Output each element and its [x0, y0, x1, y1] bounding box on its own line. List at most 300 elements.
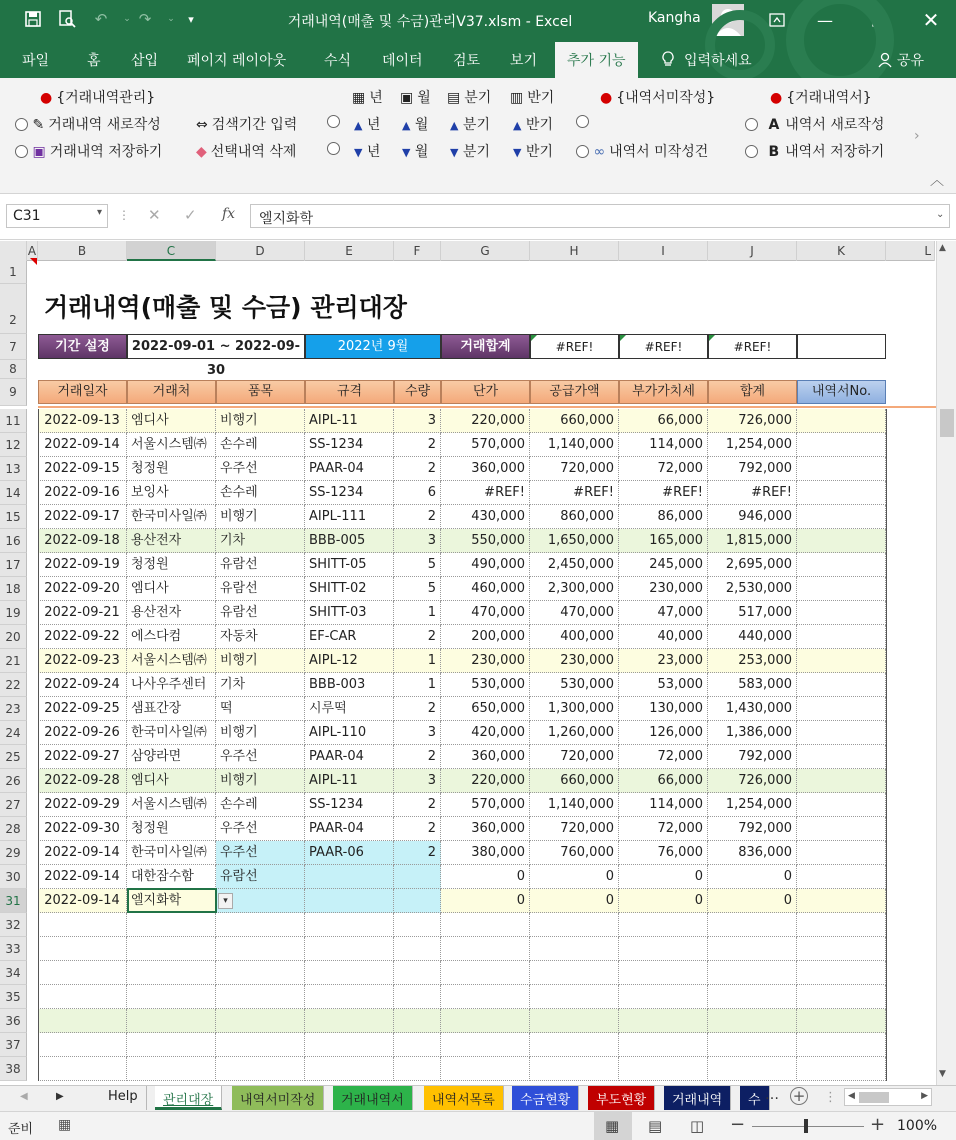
cell-qty[interactable]: 2	[394, 697, 441, 721]
cell-qty[interactable]: 3	[394, 769, 441, 793]
cell-date[interactable]: 2022-09-18	[38, 529, 127, 553]
cell-spec[interactable]: BBB-003	[305, 673, 394, 697]
column-header-g[interactable]: G	[441, 241, 530, 261]
cell-empty[interactable]	[305, 1033, 394, 1057]
cell-client[interactable]: 청정원	[127, 553, 216, 577]
cell-date[interactable]: 2022-09-16	[38, 481, 127, 505]
cell-spec[interactable]: PAAR-04	[305, 817, 394, 841]
cell-empty[interactable]	[38, 1009, 127, 1033]
row-header[interactable]: 32	[0, 913, 27, 937]
name-box[interactable]: C31 ▾	[6, 204, 108, 228]
page-break-icon[interactable]: ◫	[690, 1117, 705, 1135]
normal-view-button[interactable]	[594, 1112, 632, 1140]
cell-client[interactable]: 한국미사일㈜	[127, 841, 216, 865]
cell-price[interactable]: 570,000	[441, 793, 530, 817]
cell-supply[interactable]: 720,000	[530, 745, 619, 769]
cell-total[interactable]: 2,530,000	[708, 577, 797, 601]
add-sheet-icon[interactable]: +	[790, 1087, 808, 1105]
cell-qty[interactable]	[394, 865, 441, 889]
cell-empty[interactable]	[216, 913, 305, 937]
cell-item[interactable]: 기차	[216, 673, 305, 697]
scroll-tabs-right-icon[interactable]: ▶	[56, 1091, 64, 1102]
customize-toolbar-icon[interactable]: ▾	[188, 12, 194, 26]
cell-empty[interactable]	[797, 1057, 886, 1081]
cell-spec[interactable]: SS-1234	[305, 481, 394, 505]
sheet-tab[interactable]: 내역서미작성	[232, 1086, 324, 1110]
sheet-tab[interactable]: 수금현황	[512, 1086, 579, 1110]
sheet-tab[interactable]: Help	[100, 1086, 147, 1110]
cell-empty[interactable]	[708, 961, 797, 985]
cell-vat[interactable]: 86,000	[619, 505, 708, 529]
cell-empty[interactable]	[530, 1033, 619, 1057]
cell-price[interactable]: 360,000	[441, 745, 530, 769]
sheet-tab[interactable]: 관리대장	[155, 1086, 222, 1110]
row-header[interactable]: 11	[0, 409, 27, 433]
cell-empty[interactable]	[216, 937, 305, 961]
cell-empty[interactable]	[441, 1009, 530, 1033]
cell-date[interactable]: 2022-09-20	[38, 577, 127, 601]
cell-empty[interactable]	[708, 1057, 797, 1081]
row-header[interactable]: 33	[0, 937, 27, 961]
cell-price[interactable]: #REF!	[441, 481, 530, 505]
cell-price[interactable]: 360,000	[441, 457, 530, 481]
sheet-tab[interactable]: 거래내역	[664, 1086, 731, 1110]
cell-empty[interactable]	[38, 1057, 127, 1081]
cell-empty[interactable]	[619, 985, 708, 1009]
cell-total[interactable]: 517,000	[708, 601, 797, 625]
cell-statement-no[interactable]	[797, 433, 886, 457]
cell-empty[interactable]	[619, 937, 708, 961]
cell-vat[interactable]: 47,000	[619, 601, 708, 625]
cell-empty[interactable]	[530, 937, 619, 961]
cell-empty[interactable]	[127, 961, 216, 985]
cell-statement-no[interactable]	[797, 601, 886, 625]
cell-statement-no[interactable]	[797, 553, 886, 577]
cell-vat[interactable]: 0	[619, 889, 708, 913]
cell-empty[interactable]	[216, 1033, 305, 1057]
row-header[interactable]: 36	[0, 1009, 27, 1033]
row-header[interactable]: 23	[0, 697, 27, 721]
cell-supply[interactable]: 530,000	[530, 673, 619, 697]
cell-statement-no[interactable]	[797, 697, 886, 721]
sheet-tab[interactable]: 거래내역서	[333, 1086, 413, 1110]
cell-empty[interactable]	[441, 985, 530, 1009]
cell-vat[interactable]: 0	[619, 865, 708, 889]
cell-date[interactable]: 2022-09-24	[38, 673, 127, 697]
cell-empty[interactable]	[38, 961, 127, 985]
cell-total[interactable]: 1,254,000	[708, 433, 797, 457]
cell-date[interactable]: 2022-09-14	[38, 865, 127, 889]
cell-statement-no[interactable]	[797, 625, 886, 649]
cell-spec[interactable]: AIPL-12	[305, 649, 394, 673]
cell-price[interactable]: 460,000	[441, 577, 530, 601]
row-header[interactable]: 35	[0, 985, 27, 1009]
cell-item[interactable]: 떡	[216, 697, 305, 721]
radio-option[interactable]	[576, 114, 589, 130]
cell-item[interactable]: 우주선	[216, 745, 305, 769]
redo-dropdown-icon[interactable]: ⌄	[167, 14, 175, 24]
cell-total[interactable]: 440,000	[708, 625, 797, 649]
cell-vat[interactable]: 53,000	[619, 673, 708, 697]
cell-empty[interactable]	[305, 1009, 394, 1033]
cell-empty[interactable]	[530, 913, 619, 937]
share-button[interactable]	[878, 50, 924, 70]
column-header-f[interactable]: F	[394, 241, 441, 261]
column-header-d[interactable]: D	[216, 241, 305, 261]
row-header[interactable]: 26	[0, 769, 27, 793]
cell-total[interactable]: 792,000	[708, 817, 797, 841]
empty-cell[interactable]	[797, 334, 886, 359]
cell-price[interactable]: 200,000	[441, 625, 530, 649]
cell-supply[interactable]: 1,140,000	[530, 793, 619, 817]
cancel-icon[interactable]: ✕	[148, 206, 161, 224]
cell-date[interactable]: 2022-09-30	[38, 817, 127, 841]
cell-statement-no[interactable]	[797, 409, 886, 433]
cell-price[interactable]: 220,000	[441, 409, 530, 433]
cell-client[interactable]: 서울시스템㈜	[127, 433, 216, 457]
cell-price[interactable]: 550,000	[441, 529, 530, 553]
scroll-down-icon[interactable]: ▼	[939, 1069, 946, 1079]
cell-spec[interactable]: SHITT-03	[305, 601, 394, 625]
cell-price[interactable]: 470,000	[441, 601, 530, 625]
cell-qty[interactable]: 2	[394, 433, 441, 457]
zoom-level[interactable]: 100%	[897, 1118, 938, 1134]
cell-client[interactable]: 삼양라면	[127, 745, 216, 769]
cell-spec[interactable]	[305, 889, 394, 913]
cell-date[interactable]: 2022-09-14	[38, 841, 127, 865]
cell-total[interactable]: 2,695,000	[708, 553, 797, 577]
column-header-k[interactable]: K	[797, 241, 886, 261]
row-header[interactable]: 13	[0, 457, 27, 481]
period-quarter-check[interactable]: ▤ 분기	[447, 90, 492, 106]
scroll-up-icon[interactable]: ▲	[939, 243, 946, 253]
half-up-button[interactable]: ▲ 반기	[513, 117, 553, 133]
cell-statement-no[interactable]	[797, 841, 886, 865]
search-period-button[interactable]: ⇔ 검색기간 입력	[196, 117, 298, 133]
zoom-slider[interactable]	[752, 1126, 864, 1127]
save-icon[interactable]	[22, 8, 44, 30]
cell-statement-no[interactable]	[797, 721, 886, 745]
more-sheets-icon[interactable]: …	[765, 1087, 779, 1103]
cell-qty[interactable]: 3	[394, 721, 441, 745]
cell-total[interactable]: 1,815,000	[708, 529, 797, 553]
cell-price[interactable]: 570,000	[441, 433, 530, 457]
cell-empty[interactable]	[708, 1009, 797, 1033]
cell-statement-no[interactable]	[797, 793, 886, 817]
cell-empty[interactable]	[441, 961, 530, 985]
cell-date[interactable]: 2022-09-25	[38, 697, 127, 721]
cell-qty[interactable]: 3	[394, 529, 441, 553]
cell-empty[interactable]	[394, 1009, 441, 1033]
row-header[interactable]: 27	[0, 793, 27, 817]
cell-empty[interactable]	[619, 1033, 708, 1057]
tab-data[interactable]: 데이터	[382, 53, 423, 69]
cell-item[interactable]: 비행기	[216, 721, 305, 745]
tell-me-search[interactable]	[662, 50, 752, 70]
row-header[interactable]: 30	[0, 865, 27, 889]
cell-item[interactable]: 손수레	[216, 793, 305, 817]
tab-page-layout[interactable]: 페이지 레이아웃	[187, 53, 287, 69]
cell-statement-no[interactable]	[797, 505, 886, 529]
cell-supply[interactable]: 0	[530, 889, 619, 913]
cell-total[interactable]: 583,000	[708, 673, 797, 697]
cell-client[interactable]: 한국미사일㈜	[127, 505, 216, 529]
cell-total[interactable]: 726,000	[708, 769, 797, 793]
cell-date[interactable]: 2022-09-29	[38, 793, 127, 817]
cell-date[interactable]: 2022-09-17	[38, 505, 127, 529]
tab-view[interactable]: 보기	[510, 53, 538, 69]
cell-price[interactable]: 0	[441, 889, 530, 913]
expand-formula-icon[interactable]: ⌄	[936, 209, 945, 220]
row-header[interactable]: 28	[0, 817, 27, 841]
cell-date[interactable]: 2022-09-23	[38, 649, 127, 673]
cell-total[interactable]: 1,386,000	[708, 721, 797, 745]
cell-statement-no[interactable]	[797, 745, 886, 769]
cell-client[interactable]: 용산전자	[127, 601, 216, 625]
row-header[interactable]: 8	[0, 360, 27, 379]
cell-qty[interactable]: 1	[394, 673, 441, 697]
cell-vat[interactable]: 72,000	[619, 457, 708, 481]
cell-supply[interactable]: 1,140,000	[530, 433, 619, 457]
cell-price[interactable]: 380,000	[441, 841, 530, 865]
cell-supply[interactable]: 860,000	[530, 505, 619, 529]
select-all-corner[interactable]	[0, 241, 27, 261]
tab-review[interactable]: 검토	[453, 53, 481, 69]
cell-item[interactable]: 비행기	[216, 769, 305, 793]
scroll-thumb[interactable]	[940, 409, 954, 437]
cell-qty[interactable]: 1	[394, 649, 441, 673]
cell-date[interactable]: 2022-09-14	[38, 889, 127, 913]
cell-client[interactable]: 엠디사	[127, 577, 216, 601]
column-header-b[interactable]: B	[38, 241, 127, 261]
cell-empty[interactable]	[127, 1057, 216, 1081]
column-header-l[interactable]: L	[886, 241, 935, 261]
cell-empty[interactable]	[708, 937, 797, 961]
tab-insert[interactable]: 삽입	[131, 53, 159, 69]
period-value[interactable]: 2022-09-01 ~ 2022-09-30	[127, 334, 305, 359]
cell-qty[interactable]: 2	[394, 625, 441, 649]
column-header-i[interactable]: I	[619, 241, 708, 261]
cell-vat[interactable]: 130,000	[619, 697, 708, 721]
cell-empty[interactable]	[305, 1057, 394, 1081]
cell-empty[interactable]	[619, 913, 708, 937]
row-header[interactable]: 7	[0, 334, 27, 360]
year-down-button[interactable]: ▼ 년	[354, 144, 381, 160]
cell-qty[interactable]: 5	[394, 553, 441, 577]
cell-item[interactable]: 비행기	[216, 505, 305, 529]
cell-empty[interactable]	[530, 1057, 619, 1081]
cell-total[interactable]: #REF!	[708, 481, 797, 505]
cell-client[interactable]: 서울시스템㈜	[127, 649, 216, 673]
insert-function-icon[interactable]: fx	[222, 206, 236, 222]
row-header[interactable]: 21	[0, 649, 27, 673]
scroll-tabs-left-icon[interactable]: ◀	[20, 1091, 28, 1102]
enter-icon[interactable]: ✓	[184, 206, 197, 224]
cell-empty[interactable]	[619, 1057, 708, 1081]
cell-empty[interactable]	[127, 913, 216, 937]
row-header[interactable]: 38	[0, 1057, 27, 1081]
cell-empty[interactable]	[216, 1009, 305, 1033]
cell-date[interactable]: 2022-09-21	[38, 601, 127, 625]
ribbon-scroll-icon[interactable]: ›	[914, 128, 920, 144]
cell-empty[interactable]	[305, 961, 394, 985]
cell-price[interactable]: 430,000	[441, 505, 530, 529]
cell-client[interactable]: 에스다컴	[127, 625, 216, 649]
tab-home[interactable]: 홈	[87, 53, 101, 69]
cell-supply[interactable]: 660,000	[530, 769, 619, 793]
cell-supply[interactable]: 1,650,000	[530, 529, 619, 553]
cell-item[interactable]: 유람선	[216, 577, 305, 601]
cell-client[interactable]: 엠디사	[127, 409, 216, 433]
cell-price[interactable]: 220,000	[441, 769, 530, 793]
cell-date[interactable]: 2022-09-19	[38, 553, 127, 577]
cell-spec[interactable]: EF-CAR	[305, 625, 394, 649]
cell-spec[interactable]: AIPL-11	[305, 769, 394, 793]
cell-vat[interactable]: 165,000	[619, 529, 708, 553]
column-header-e[interactable]: E	[305, 241, 394, 261]
cell-spec[interactable]: SS-1234	[305, 433, 394, 457]
row-header[interactable]: 17	[0, 553, 27, 577]
row-header[interactable]: 20	[0, 625, 27, 649]
cell-spec[interactable]: SHITT-02	[305, 577, 394, 601]
zoom-in-icon[interactable]: +	[870, 1114, 886, 1135]
row-header[interactable]: 24	[0, 721, 27, 745]
cell-total[interactable]: 792,000	[708, 457, 797, 481]
cell-client[interactable]: 청정원	[127, 457, 216, 481]
cell-qty[interactable]: 6	[394, 481, 441, 505]
cell-price[interactable]: 360,000	[441, 817, 530, 841]
cell-client[interactable]: 대한잠수함	[127, 865, 216, 889]
cell-total[interactable]: 792,000	[708, 745, 797, 769]
cell-client[interactable]: 서울시스템㈜	[127, 793, 216, 817]
cell-vat[interactable]: 23,000	[619, 649, 708, 673]
cell-empty[interactable]	[127, 1033, 216, 1057]
cell-spec[interactable]	[305, 865, 394, 889]
sheet-tab[interactable]: 수	[740, 1086, 770, 1110]
cell-vat[interactable]: 40,000	[619, 625, 708, 649]
cell-price[interactable]: 530,000	[441, 673, 530, 697]
column-header-h[interactable]: H	[530, 241, 619, 261]
cell-qty[interactable]: 2	[394, 745, 441, 769]
row-header[interactable]: 37	[0, 1033, 27, 1057]
cell-empty[interactable]	[38, 937, 127, 961]
cell-client[interactable]: 용산전자	[127, 529, 216, 553]
column-header-j[interactable]: J	[708, 241, 797, 261]
cell-empty[interactable]	[127, 1009, 216, 1033]
macro-record-icon[interactable]: ▦	[58, 1117, 72, 1133]
row-header[interactable]: 31	[0, 889, 27, 913]
sheet-tab[interactable]: 내역서목록	[424, 1086, 504, 1110]
half-down-button[interactable]: ▼ 반기	[513, 144, 553, 160]
row-header[interactable]: 9	[0, 379, 27, 406]
cell-item[interactable]: 비행기	[216, 649, 305, 673]
row-header[interactable]: 16	[0, 529, 27, 553]
cell-spec[interactable]: PAAR-04	[305, 745, 394, 769]
cell-total[interactable]: 1,254,000	[708, 793, 797, 817]
quarter-up-button[interactable]: ▲ 분기	[450, 117, 490, 133]
cell-statement-no[interactable]	[797, 817, 886, 841]
cell-supply[interactable]: 2,300,000	[530, 577, 619, 601]
collapse-ribbon-icon[interactable]: ︿	[930, 173, 944, 189]
cell-vat[interactable]: 245,000	[619, 553, 708, 577]
cell-statement-no[interactable]	[797, 769, 886, 793]
cell-empty[interactable]	[441, 937, 530, 961]
cell-supply[interactable]: 660,000	[530, 409, 619, 433]
cell-empty[interactable]	[619, 1009, 708, 1033]
cell-item[interactable]: 자동차	[216, 625, 305, 649]
cell-supply[interactable]: 2,450,000	[530, 553, 619, 577]
cell-spec[interactable]: PAAR-04	[305, 457, 394, 481]
cell-qty[interactable]: 2	[394, 817, 441, 841]
cell-supply[interactable]: #REF!	[530, 481, 619, 505]
row-header[interactable]: 12	[0, 433, 27, 457]
cell-empty[interactable]	[394, 1057, 441, 1081]
cell-item[interactable]: 유람선	[216, 865, 305, 889]
sheet-tab[interactable]: 부도현황	[588, 1086, 655, 1110]
cell-client[interactable]: 엘지화학	[127, 889, 216, 913]
cell-empty[interactable]	[797, 913, 886, 937]
cell-total[interactable]: 836,000	[708, 841, 797, 865]
cell-total[interactable]: 253,000	[708, 649, 797, 673]
cell-client[interactable]: 샘표간장	[127, 697, 216, 721]
cell-qty[interactable]: 2	[394, 841, 441, 865]
cell-qty[interactable]: 2	[394, 457, 441, 481]
cell-empty[interactable]	[38, 985, 127, 1009]
cell-date[interactable]: 2022-09-15	[38, 457, 127, 481]
cell-date[interactable]: 2022-09-27	[38, 745, 127, 769]
redo-icon[interactable]: ↷	[138, 10, 152, 28]
row-header[interactable]: 29	[0, 841, 27, 865]
cell-item[interactable]: 비행기	[216, 409, 305, 433]
cell-spec[interactable]: AIPL-110	[305, 721, 394, 745]
cell-total[interactable]: 946,000	[708, 505, 797, 529]
cell-vat[interactable]: #REF!	[619, 481, 708, 505]
cell-statement-no[interactable]	[797, 673, 886, 697]
month-down-button[interactable]: ▼ 월	[402, 144, 429, 160]
cell-client[interactable]: 한국미사일㈜	[127, 721, 216, 745]
cell-statement-no[interactable]	[797, 865, 886, 889]
cell-date[interactable]: 2022-09-28	[38, 769, 127, 793]
cell-empty[interactable]	[797, 1033, 886, 1057]
cell-total[interactable]: 1,430,000	[708, 697, 797, 721]
cell-empty[interactable]	[441, 913, 530, 937]
dropdown-arrow-icon[interactable]: ▾	[218, 893, 233, 909]
row-header[interactable]: 34	[0, 961, 27, 985]
cell-empty[interactable]	[216, 985, 305, 1009]
cell-empty[interactable]	[797, 1009, 886, 1033]
cell-price[interactable]: 230,000	[441, 649, 530, 673]
tab-add-ins[interactable]: 추가 기능	[555, 42, 638, 78]
cell-supply[interactable]: 470,000	[530, 601, 619, 625]
tab-formulas[interactable]: 수식	[324, 53, 352, 69]
cell-empty[interactable]	[38, 913, 127, 937]
cell-total[interactable]: 726,000	[708, 409, 797, 433]
cell-empty[interactable]	[127, 985, 216, 1009]
cell-empty[interactable]	[305, 913, 394, 937]
cell-vat[interactable]: 66,000	[619, 409, 708, 433]
cell-empty[interactable]	[797, 937, 886, 961]
cell-date[interactable]: 2022-09-14	[38, 433, 127, 457]
save-statement-button[interactable]: B 내역서 저장하기	[745, 141, 884, 161]
cell-date[interactable]: 2022-09-13	[38, 409, 127, 433]
undo-dropdown-icon[interactable]: ⌄	[123, 14, 131, 24]
row-header[interactable]: 19	[0, 601, 27, 625]
cell-qty[interactable]: 2	[394, 793, 441, 817]
cell-empty[interactable]	[708, 1033, 797, 1057]
row-header[interactable]: 14	[0, 481, 27, 505]
cell-statement-no[interactable]	[797, 457, 886, 481]
cell-client[interactable]: 청정원	[127, 817, 216, 841]
